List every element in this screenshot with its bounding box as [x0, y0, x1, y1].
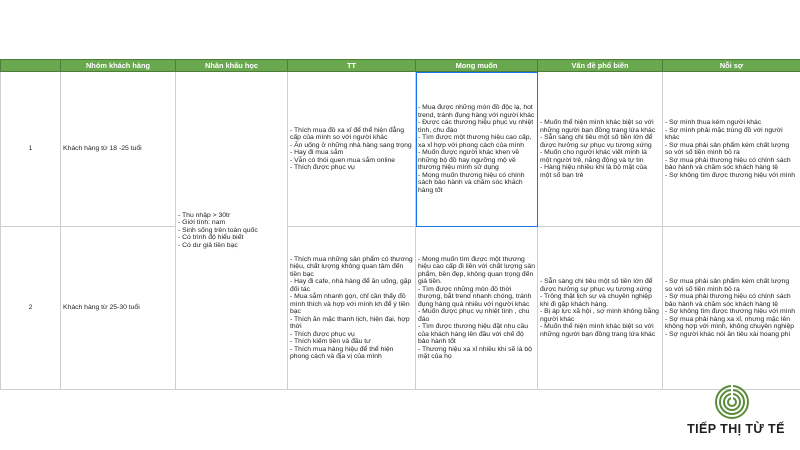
- tt-line: - Thích được phục vụ: [290, 164, 355, 171]
- table-row: [1, 72, 800, 227]
- desire-line: - Tìm được thương hiệu đặt nhu cầu của khách hàng lên đầu với chế độ bảo hành tốt: [418, 323, 529, 345]
- fear-line: - Sợ không tìm được thương hiệu với mình: [665, 171, 796, 179]
- brand-name: TIẾP THỊ TỪ TẾ: [687, 422, 785, 436]
- tt-line: - Thích mua những sản phẩm có thương hiệu, chất lượng không quan tâm đến tiền bạc: [290, 255, 413, 278]
- desire-cell[interactable]: [416, 227, 538, 390]
- header-tt: TT: [288, 60, 416, 72]
- row-index[interactable]: 1: [1, 72, 61, 227]
- tt-cell[interactable]: [288, 227, 416, 390]
- row-index[interactable]: 2: [1, 227, 61, 390]
- tt-line: - Vẫn có thói quen mua sắm online: [290, 156, 396, 164]
- demographics-cell[interactable]: [176, 72, 288, 390]
- problem-line: - Muốn thể hiện mình khác biệt so với những người bạn đồng trang lứa khác: [540, 323, 656, 338]
- problem-line: - Trông thật lịch sự và chuyên nghiệp khi đi gặp khách hàng.: [540, 293, 652, 308]
- header-fear: Nỗi sợ: [663, 60, 800, 72]
- demographic-line: - Giới tính: nam: [178, 219, 226, 227]
- desire-line: - Mong muốn thương hiệu có chính sách bảo hành và chăm sóc khách hàng tốt: [418, 171, 525, 194]
- table-row: [1, 227, 800, 390]
- tt-line: - Thích ăn mặc thanh lịch, hiện đại, hợp thời: [290, 315, 410, 330]
- tt-line: - Hay đi mua sắm: [290, 149, 344, 156]
- segment-cell[interactable]: Khách hàng từ 25-30 tuổi: [61, 227, 176, 390]
- demographic-line: - Sinh sống trên toàn quốc: [178, 226, 258, 234]
- brand-logo: [676, 384, 796, 446]
- demographic-line: - Có dư giả tiền bạc: [178, 241, 238, 249]
- problem-line: - Bị áp lực xã hội , sợ mình không bằng người khác: [540, 308, 659, 323]
- problem-cell[interactable]: [538, 72, 663, 227]
- tt-line: - Thích kiếm tiền và đầu tư: [290, 338, 371, 345]
- demographic-line: - Có trình độ hiểu biết: [178, 234, 244, 242]
- segment-cell[interactable]: Khách hàng từ 18 -25 tuổi: [61, 72, 176, 227]
- fear-line: - Sợ mình phải mặc trùng đồ với người khác: [665, 126, 783, 141]
- fear-line: - Sợ mua phải sản phẩm kém chất lượng so với số tiền mình bỏ ra: [665, 141, 790, 156]
- desire-line: - Muốn được phục vụ nhiệt tình , chu đáo: [418, 308, 530, 323]
- desire-line: - Tìm được một thương hiệu cao cấp, xa xỉ hợp với phong cách của mình: [418, 134, 532, 149]
- desire-line: - Mua được những món đồ độc lạ, hot trend, tránh đụng hàng với người khác: [418, 104, 535, 119]
- header-row: [1, 60, 800, 72]
- problem-line: - Muốn cho người khác viết mình là một người trẻ, năng động và tự tin: [540, 149, 647, 164]
- problem-line: - Muốn thể hiện mình khác biệt so với những người bạn đồng trang lứa khác: [540, 119, 656, 134]
- desire-line: - Muốn được người khác khen về những bộ đồ hay ngưỡng mộ về thương hiệu mình sử dụng: [418, 149, 520, 171]
- demographic-line: - Thu nhập > 30tr: [178, 211, 231, 219]
- header-segment: Nhóm khách hàng: [61, 60, 176, 72]
- fear-line: - Sợ mua phải thương hiệu có chính sách bảo hành và chăm sóc khách hàng tệ: [665, 156, 791, 171]
- tt-line: - Hay đi cafe, nhà hàng để ăn uống, gặp đối tác: [290, 278, 412, 293]
- spiral-logo-icon: [714, 384, 750, 420]
- fear-line: - Sợ người khác nói ăn tiêu xài hoang phí: [665, 330, 791, 338]
- fear-line: - Sợ không tìm được thương hiệu với mình: [665, 308, 796, 315]
- fear-line: - Sợ mua phải sản phẩm kém chất lượng so với số tiền mình bỏ ra: [665, 278, 790, 293]
- desire-cell[interactable]: [416, 72, 538, 227]
- fear-cell[interactable]: [663, 72, 800, 227]
- desire-line: - Tìm được những món đồ thời thượng, bắt trend nhanh chóng, tránh đụng hàng quá nhiều với người khác: [418, 285, 532, 308]
- desire-line: - Thương hiệu xa xỉ nhiều khi sẽ là bộ mặt của họ: [418, 345, 532, 360]
- problem-line: - Sẵn sàng chi tiêu một số tiền lớn để được hưởng sự phục vụ tương xứng: [540, 134, 653, 149]
- fear-line: - Sợ mua phải thương hiệu có chính sách bảo hành và chăm sóc khách hàng tệ: [665, 293, 791, 308]
- problem-line: - Sẵn sàng chi tiêu một số tiền lớn để được hưởng sự phục vụ tương xứng: [540, 278, 653, 293]
- tt-line: - Thích mua đồ xa xỉ để thể hiện đẳng cấp của mình so với người khác: [290, 126, 404, 141]
- header-demographics: Nhân khẩu học: [176, 60, 288, 72]
- tt-line: - Mua sắm nhanh gọn, chỉ cần thấy đồ mình thích và hợp với mình kh để ý tiền bạc: [290, 293, 410, 315]
- tt-line: - Thích mua hàng hiệu để thể hiện phong cách và địa vị của mình: [290, 345, 394, 360]
- header-problem: Vấn đề phổ biến: [538, 60, 663, 72]
- header-desire: Mong muốn: [416, 60, 538, 72]
- fear-line: - Sợ mua phải hàng xa xỉ, nhưng mặc lên không hợp với mình, không chuyên nghiệp: [665, 315, 795, 330]
- problem-cell[interactable]: [538, 227, 663, 390]
- spreadsheet: [0, 59, 800, 390]
- header-blank: [1, 60, 61, 72]
- customer-segment-table: [0, 59, 800, 390]
- desire-line: - Được các thương hiệu phục vụ nhiệt tình, chu đáo: [418, 119, 534, 134]
- fear-line: - Sợ mình thua kém người khác: [665, 119, 762, 126]
- desire-line: - Mong muốn tìm được một thương hiệu cao cấp đi liền với chất lượng sản phẩm, bền đẹp, không quan trọng đến giá tiền.: [418, 255, 535, 285]
- problem-line: - Hàng hiệu nhiều khi là bộ mặt của một số bạn trẻ: [540, 164, 647, 179]
- tt-line: - Thích được phục vụ: [290, 330, 355, 338]
- tt-line: - Ăn uống ở những nhà hàng sang trọng: [290, 141, 412, 149]
- fear-cell[interactable]: [663, 227, 800, 390]
- tt-cell[interactable]: [288, 72, 416, 227]
